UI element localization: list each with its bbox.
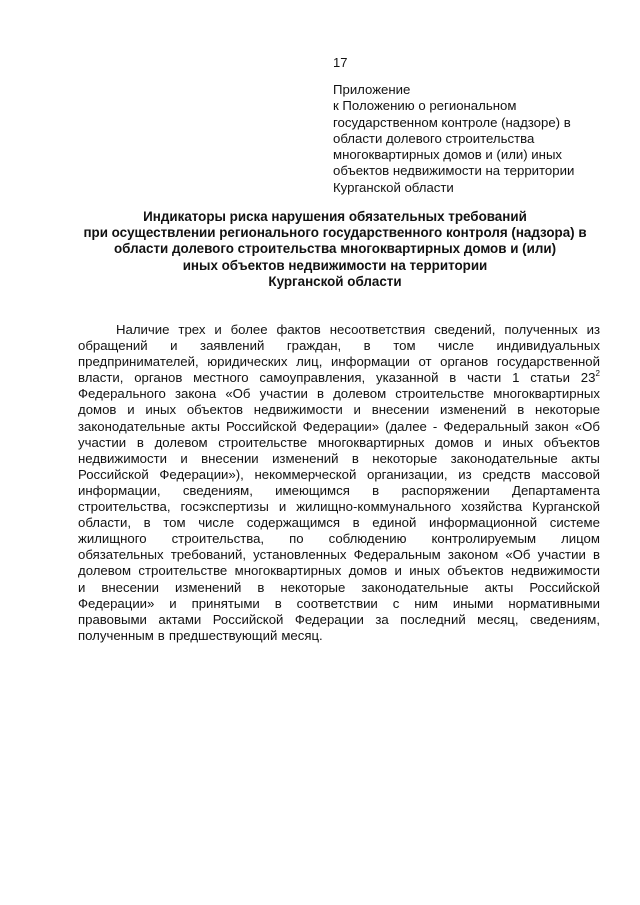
word: недвижимости: [253, 402, 343, 418]
word: некоторые: [372, 450, 438, 466]
word: изменений: [272, 450, 339, 466]
word: и: [214, 322, 222, 337]
appendix-line: многоквартирных домов и (или) иных: [333, 147, 563, 163]
word: лицом: [561, 531, 600, 547]
word: в: [351, 450, 359, 466]
word: числе: [198, 515, 235, 531]
word: законодательные: [361, 579, 469, 595]
word: заявлений: [200, 338, 265, 354]
word: госэкспертизы: [180, 499, 269, 515]
word: предшествующий: [168, 627, 278, 643]
word: и: [278, 499, 287, 515]
word: объектов: [186, 402, 244, 418]
title-line: при осуществлении регионального государственного контроля (надзора) в: [83, 225, 587, 241]
appendix-line: к Положению о региональном: [333, 98, 517, 114]
word: изменений: [174, 579, 242, 595]
word: в: [274, 595, 282, 611]
word: многоквартирных: [317, 434, 425, 450]
word: предпринимателей,: [78, 354, 199, 370]
word: принятыми: [191, 595, 260, 611]
word: акты: [571, 450, 600, 466]
word: Федерального: [78, 386, 166, 402]
word: в: [372, 482, 380, 498]
title-line: иных объектов недвижимости на территории: [182, 257, 488, 273]
word: иными: [452, 595, 494, 611]
word: законодательные: [78, 418, 186, 434]
paragraph-line: [78, 547, 600, 563]
word: строительства,: [78, 499, 171, 515]
word: обращений: [78, 338, 148, 354]
word: фактов: [276, 322, 321, 337]
appendix-line: области долевого строительства: [333, 130, 535, 146]
word: некоторые: [535, 402, 600, 418]
article-superscript: 2: [595, 368, 600, 378]
title-line: Индикаторы риска нарушения обязательных требований: [143, 209, 527, 224]
word: -: [432, 418, 438, 434]
word: хозяйства: [461, 499, 523, 515]
word: Федерации»: [78, 595, 155, 611]
body-paragraph: [78, 322, 600, 644]
word: иных: [502, 434, 534, 450]
word: из: [458, 466, 472, 482]
word: более: [230, 322, 268, 337]
word: требований,: [170, 547, 247, 563]
appendix-line: объектов недвижимости на территории: [333, 163, 575, 179]
word: соответствии: [296, 595, 378, 611]
word: имеющимся: [275, 482, 350, 498]
word: в: [517, 402, 525, 418]
word: недвижимости: [511, 563, 600, 579]
word: организации,: [367, 466, 448, 482]
word: Курганской: [532, 499, 600, 515]
word: некоммерческой: [254, 466, 357, 482]
word: строительства,: [171, 531, 265, 547]
paragraph-line: [78, 354, 600, 370]
paragraph-line: [78, 338, 600, 354]
word: закона: [174, 386, 217, 402]
appendix-line: государственном контроле (надзоре) в: [333, 114, 571, 130]
word: внесении: [201, 450, 259, 466]
paragraph-line: [78, 322, 600, 338]
word: жилищного: [78, 531, 147, 547]
word: числе: [438, 338, 474, 354]
word: местного: [193, 370, 249, 386]
word: Федерации»: [302, 418, 380, 434]
appendix-line: Приложение: [333, 82, 411, 97]
word: информации: [330, 354, 410, 370]
appendix-header: [333, 82, 603, 196]
word: «Об: [574, 418, 600, 434]
word: от: [418, 354, 432, 370]
paragraph-line: [78, 515, 600, 531]
word: акты: [191, 418, 220, 434]
word: обязательных: [78, 547, 164, 563]
paragraph-line: [78, 628, 600, 644]
word: нормативными: [508, 595, 600, 611]
word: из: [586, 322, 600, 337]
word: в: [157, 627, 165, 643]
word: в: [143, 515, 151, 531]
word: полученных: [504, 322, 578, 337]
word: домов: [435, 434, 474, 450]
word: законом: [447, 547, 499, 563]
word: в: [316, 386, 324, 402]
word: Российской: [529, 579, 600, 595]
word: месяц,: [477, 611, 519, 627]
word: и: [127, 402, 135, 418]
word: полученным: [78, 627, 154, 643]
article-number: $23^2$: [580, 368, 600, 386]
paragraph-line: [78, 563, 600, 579]
word: участии: [537, 547, 586, 563]
word: в: [449, 370, 457, 386]
word: в: [136, 434, 144, 450]
word: в: [363, 338, 371, 354]
word: распоряжении: [401, 482, 490, 498]
word: объектов: [447, 563, 504, 579]
word: по: [289, 531, 304, 547]
word: Российской: [225, 418, 297, 434]
word: массовой: [541, 466, 600, 482]
word: в: [352, 515, 360, 531]
word: изменений: [440, 402, 507, 418]
word: части: [467, 370, 502, 386]
word: Наличие: [116, 322, 170, 337]
paragraph-line: [78, 451, 600, 467]
word: самоуправления,: [259, 370, 366, 386]
word: внесении: [371, 402, 430, 418]
word: ним: [414, 595, 438, 611]
word: долевом: [333, 386, 387, 402]
word: сведениям,: [182, 482, 253, 498]
word: том: [163, 515, 186, 531]
word: трех: [178, 322, 206, 337]
word: Федеральный: [443, 418, 529, 434]
word: внесении: [101, 579, 159, 595]
document-title: [60, 209, 610, 290]
word: долевом: [154, 434, 208, 450]
paragraph-line: [78, 580, 600, 596]
word: несоответствия: [329, 322, 426, 337]
word: в: [592, 547, 600, 563]
word: системе: [549, 515, 600, 531]
word: домов: [78, 402, 117, 418]
paragraph-line: [78, 467, 600, 483]
page-number: 17: [333, 55, 348, 70]
word: Российской: [212, 611, 284, 627]
paragraph-line: [78, 531, 600, 547]
word: и: [170, 338, 178, 354]
word: многоквартирных: [234, 563, 342, 579]
word: Федерации: [294, 611, 364, 627]
word: с: [392, 595, 400, 611]
word: и: [484, 434, 492, 450]
word: информации,: [78, 482, 161, 498]
word: и: [169, 595, 177, 611]
paragraph-line: [78, 370, 600, 386]
title-line: Курганской области: [268, 273, 402, 289]
word: и: [78, 579, 86, 595]
word: Российской: [78, 466, 149, 482]
word: строительстве: [138, 563, 228, 579]
word: и: [353, 402, 361, 418]
word: сведений,: [434, 322, 496, 337]
word: 1: [512, 370, 520, 386]
word: строительстве: [218, 434, 308, 450]
word: и: [180, 450, 188, 466]
word: участии: [259, 386, 308, 402]
word: актами: [158, 611, 202, 627]
paragraph-line: [78, 435, 600, 451]
title-line: области долевого строительства многоквартирных домов и (или): [113, 241, 557, 257]
word: за: [375, 611, 389, 627]
word: индивидуальных: [496, 338, 600, 354]
word: граждан,: [286, 338, 342, 354]
paragraph-line: [78, 499, 600, 515]
word: Федерации»),: [159, 466, 244, 482]
word: многоквартирных: [493, 386, 600, 402]
word: государственной: [496, 354, 600, 370]
word: органов: [134, 370, 183, 386]
appendix-line: Курганской области: [333, 179, 454, 195]
word: юридических: [207, 354, 288, 370]
word: в: [257, 579, 265, 595]
paragraph-line: [78, 596, 600, 612]
paragraph-line: [78, 402, 600, 418]
word: области,: [78, 515, 131, 531]
word: содержащимся: [246, 515, 341, 531]
word: строительстве: [395, 386, 485, 402]
word: единой: [372, 515, 417, 531]
word: (далее: [385, 418, 427, 434]
word: жилищно-коммунального: [296, 499, 452, 515]
word: законодательные: [450, 450, 558, 466]
word: лиц,: [296, 354, 323, 370]
word: правовыми: [78, 611, 147, 627]
word: закон: [534, 418, 569, 434]
paragraph-line: [78, 419, 600, 435]
word: «Об: [505, 547, 531, 563]
word: участии: [78, 434, 127, 450]
word: некоторые: [280, 579, 346, 595]
word: иных: [409, 563, 441, 579]
word: иных: [145, 402, 177, 418]
word: долевом: [78, 563, 132, 579]
paragraph-line: [78, 483, 600, 499]
word: «Об: [225, 386, 251, 402]
word: информационной: [429, 515, 538, 531]
word: Департамента: [512, 482, 600, 498]
word: контролируемым: [431, 531, 537, 547]
paragraph-line: [78, 386, 600, 402]
word: домов: [348, 563, 388, 579]
word: Федеральным: [353, 547, 441, 563]
word: органов: [440, 354, 489, 370]
word: установленных: [253, 547, 347, 563]
word: акты: [484, 579, 514, 595]
word: недвижимости: [78, 450, 167, 466]
word: том: [393, 338, 416, 354]
word: последний: [400, 611, 466, 627]
word: сведениям,: [529, 611, 600, 627]
word: соблюдению: [328, 531, 407, 547]
word: средств: [482, 466, 531, 482]
word: власти,: [78, 370, 124, 386]
paragraph-line: [78, 612, 600, 628]
word: указанной: [375, 370, 439, 386]
word: объектов: [543, 434, 600, 450]
word: месяц.: [281, 627, 323, 643]
word: и: [394, 563, 402, 579]
word: статьи: [530, 370, 570, 386]
